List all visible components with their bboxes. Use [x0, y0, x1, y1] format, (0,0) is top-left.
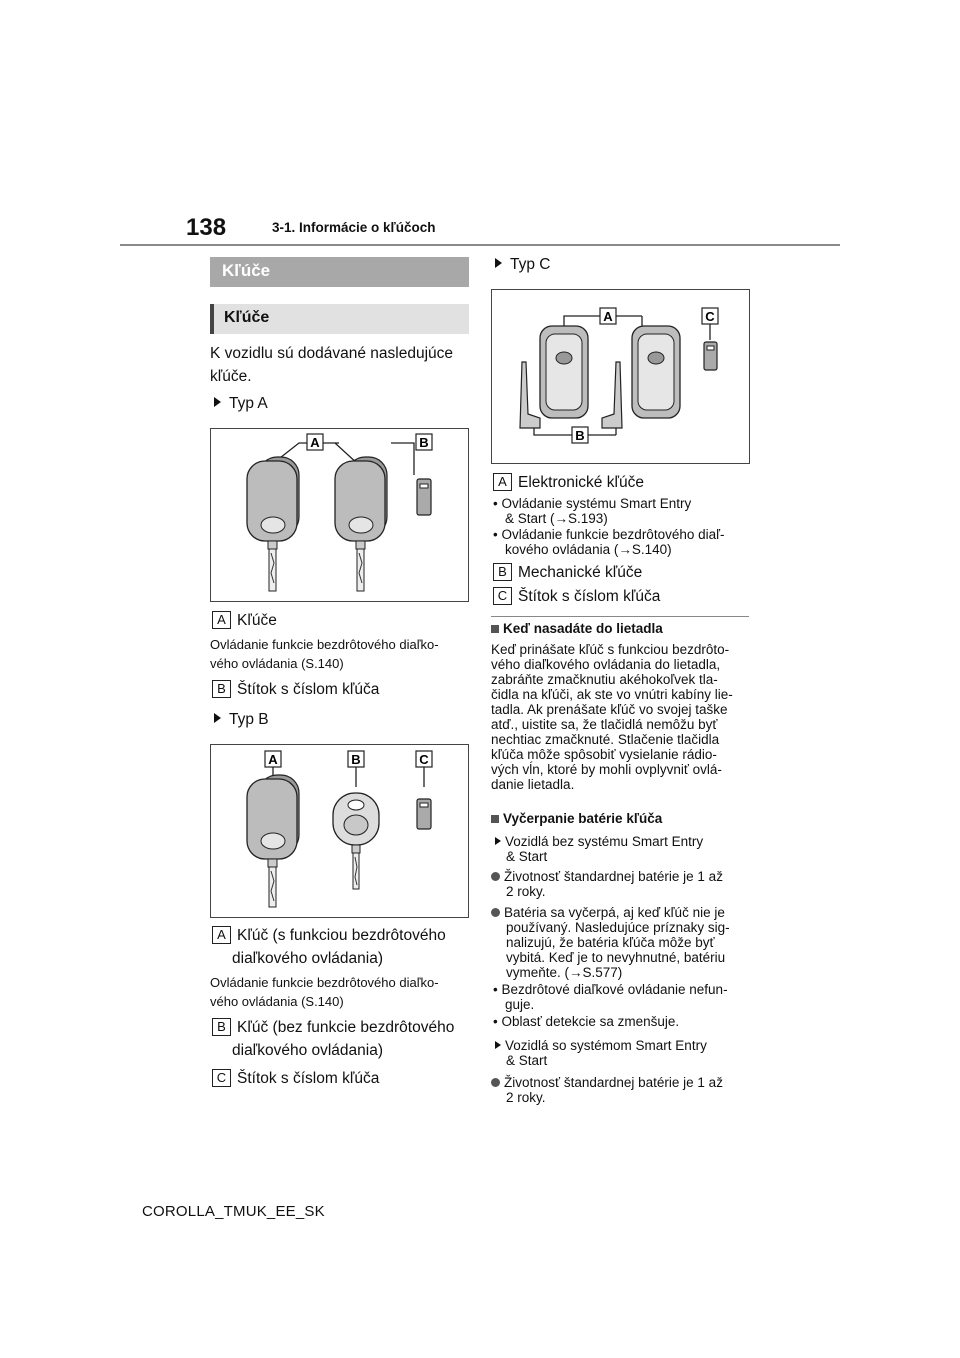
figure-type-b [210, 744, 469, 918]
c-bullet-2-line-1: • Ovládanie funkcie bezdrôtového diaľ- [493, 527, 725, 542]
intro-line-1: K vozidlu sú dodávané nasledujúce [210, 345, 454, 362]
key-icon [335, 457, 387, 591]
main-heading-bar [210, 257, 469, 287]
triangle-icon [495, 837, 501, 845]
a-item-b: B Štítok s číslom kľúča [212, 679, 379, 701]
battery-heading: Vyčerpanie batérie kľúča [491, 811, 662, 826]
vehicle-with-smart-entry-line-2: & Start [506, 1053, 548, 1068]
figure-type-a [210, 428, 469, 602]
triangle-icon [214, 397, 221, 407]
fig-b-label-b: B [351, 752, 361, 767]
figure-type-c-drawing [492, 290, 749, 463]
footer-doc-id: COROLLA_TMUK_EE_SK [142, 1203, 325, 1220]
symptom-1-line-2: guje. [505, 997, 535, 1012]
fig-a-label-b: B [419, 435, 429, 450]
fig-a-label-a: A [310, 435, 320, 450]
battery-drain-paragraph: Batéria sa vyčerpá, aj keď kľúč nie je používaný. Nasledujúce príznaky sig- nalizujú, že batéria kľúča môže byť vybitá. Keď je to nevyhnutné, batériu vymeňte. (→S.577) [491, 905, 730, 980]
b-item-c: C Štítok s číslom kľúča [212, 1068, 379, 1090]
fig-c-label-b: B [575, 428, 585, 443]
battery-life-1-line-1: Životnosť štandardnej batérie je 1 až [491, 869, 723, 884]
b-item-a-line-1: A Kľúč (s funkciou bezdrôtového [212, 925, 446, 947]
sub-heading: Kľúče [224, 309, 270, 326]
vehicle-with-smart-entry-line-1: Vozidlá so systémom Smart Entry [495, 1038, 707, 1053]
page-number: 138 [186, 214, 227, 241]
type-b-heading: Typ B [214, 709, 269, 731]
figure-type-c [491, 289, 750, 464]
key-icon [247, 457, 299, 591]
c-bullet-2-line-2: kového ovládania (→S.140) [505, 542, 672, 557]
circle-bullet-icon [491, 1078, 500, 1087]
c-bullet-1-line-2: & Start (→S.193) [505, 511, 608, 526]
key-number-tag-icon [417, 799, 431, 829]
circle-bullet-icon [491, 872, 500, 881]
c-bullet-1-line-1: • Ovládanie systému Smart Entry [493, 496, 692, 511]
header-rule [120, 244, 840, 246]
section-divider [491, 616, 749, 617]
fig-c-label-c: C [705, 309, 715, 324]
fig-b-label-c: C [419, 752, 429, 767]
b-item-b-line-2: diaľkového ovládania) [232, 1042, 384, 1059]
a-note-line-1: Ovládanie funkcie bezdrôtového diaľko- [210, 637, 439, 652]
mechanical-key-blade-icon [602, 362, 622, 428]
c-item-a: A Elektronické kľúče [493, 472, 644, 494]
key-icon [247, 775, 299, 907]
vehicle-without-smart-entry-line-2: & Start [506, 849, 548, 864]
circle-bullet-icon [491, 908, 500, 917]
airplane-paragraph: Keď prinášate kľúč s funkciou bezdrôto- vého diaľkového ovládania do lietadla, zabráňte zmačknutiu akéhokoľvek tla- čidla na kľúči, ak ste vo vnútri kabíny lie- tadla. Ak prenášate kľúč vo svojej taške atď., uistite sa, že tlačidlá nemôžu byť nechtiac zmačknuté. Stlačenie tlačidla kľúča môže spôsobiť vysielanie rádio- vých vĺn, ktoré by mohli ovplyvniť ovlá- danie lietadla. [491, 642, 733, 792]
smart-key-icon [632, 326, 680, 418]
figure-type-a-drawing [211, 429, 468, 601]
section-title: 3-1. Informácie o kľúčoch [272, 220, 436, 235]
mechanical-key-icon [333, 793, 379, 889]
vehicle-without-smart-entry-line-1: Vozidlá bez systému Smart Entry [495, 834, 703, 849]
b-item-b-line-1: B Kľúč (bez funkcie bezdrôtového [212, 1017, 454, 1039]
intro-line-2: kľúče. [210, 368, 252, 385]
battery-life-2-line-1: Životnosť štandardnej batérie je 1 až [491, 1075, 723, 1090]
type-c-heading: Typ C [495, 254, 550, 276]
triangle-icon [214, 713, 221, 723]
sub-heading-bar [210, 304, 469, 334]
fig-b-label-a: A [268, 752, 278, 767]
square-bullet-icon [491, 625, 499, 633]
battery-life-2-line-2: 2 roky. [506, 1090, 546, 1105]
type-a-heading: Typ A [214, 393, 268, 415]
c-item-c: C Štítok s číslom kľúča [493, 586, 660, 608]
b-note-line-2: vého ovládania (S.140) [210, 994, 344, 1009]
figure-type-b-drawing [211, 745, 468, 917]
triangle-icon [495, 1041, 501, 1049]
symptom-2: • Oblasť detekcie sa zmenšuje. [493, 1014, 680, 1029]
battery-life-1-line-2: 2 roky. [506, 884, 546, 899]
airplane-heading: Keď nasadáte do lietadla [491, 621, 663, 636]
triangle-icon [495, 258, 502, 268]
key-number-tag-icon [417, 479, 431, 515]
square-bullet-icon [491, 815, 499, 823]
c-item-b: B Mechanické kľúče [493, 562, 642, 584]
fig-c-label-a: A [603, 309, 613, 324]
b-note-line-1: Ovládanie funkcie bezdrôtového diaľko- [210, 975, 439, 990]
key-number-tag-icon [704, 342, 717, 370]
main-heading: Kľúče [222, 261, 271, 280]
symptom-1-line-1: • Bezdrôtové diaľkové ovládanie nefun- [493, 982, 728, 997]
b-item-a-line-2: diaľkového ovládania) [232, 950, 384, 967]
a-note-line-2: vého ovládania (S.140) [210, 656, 344, 671]
smart-key-icon [540, 326, 588, 418]
mechanical-key-blade-icon [520, 362, 540, 428]
a-item-a: A Kľúče [212, 610, 277, 632]
